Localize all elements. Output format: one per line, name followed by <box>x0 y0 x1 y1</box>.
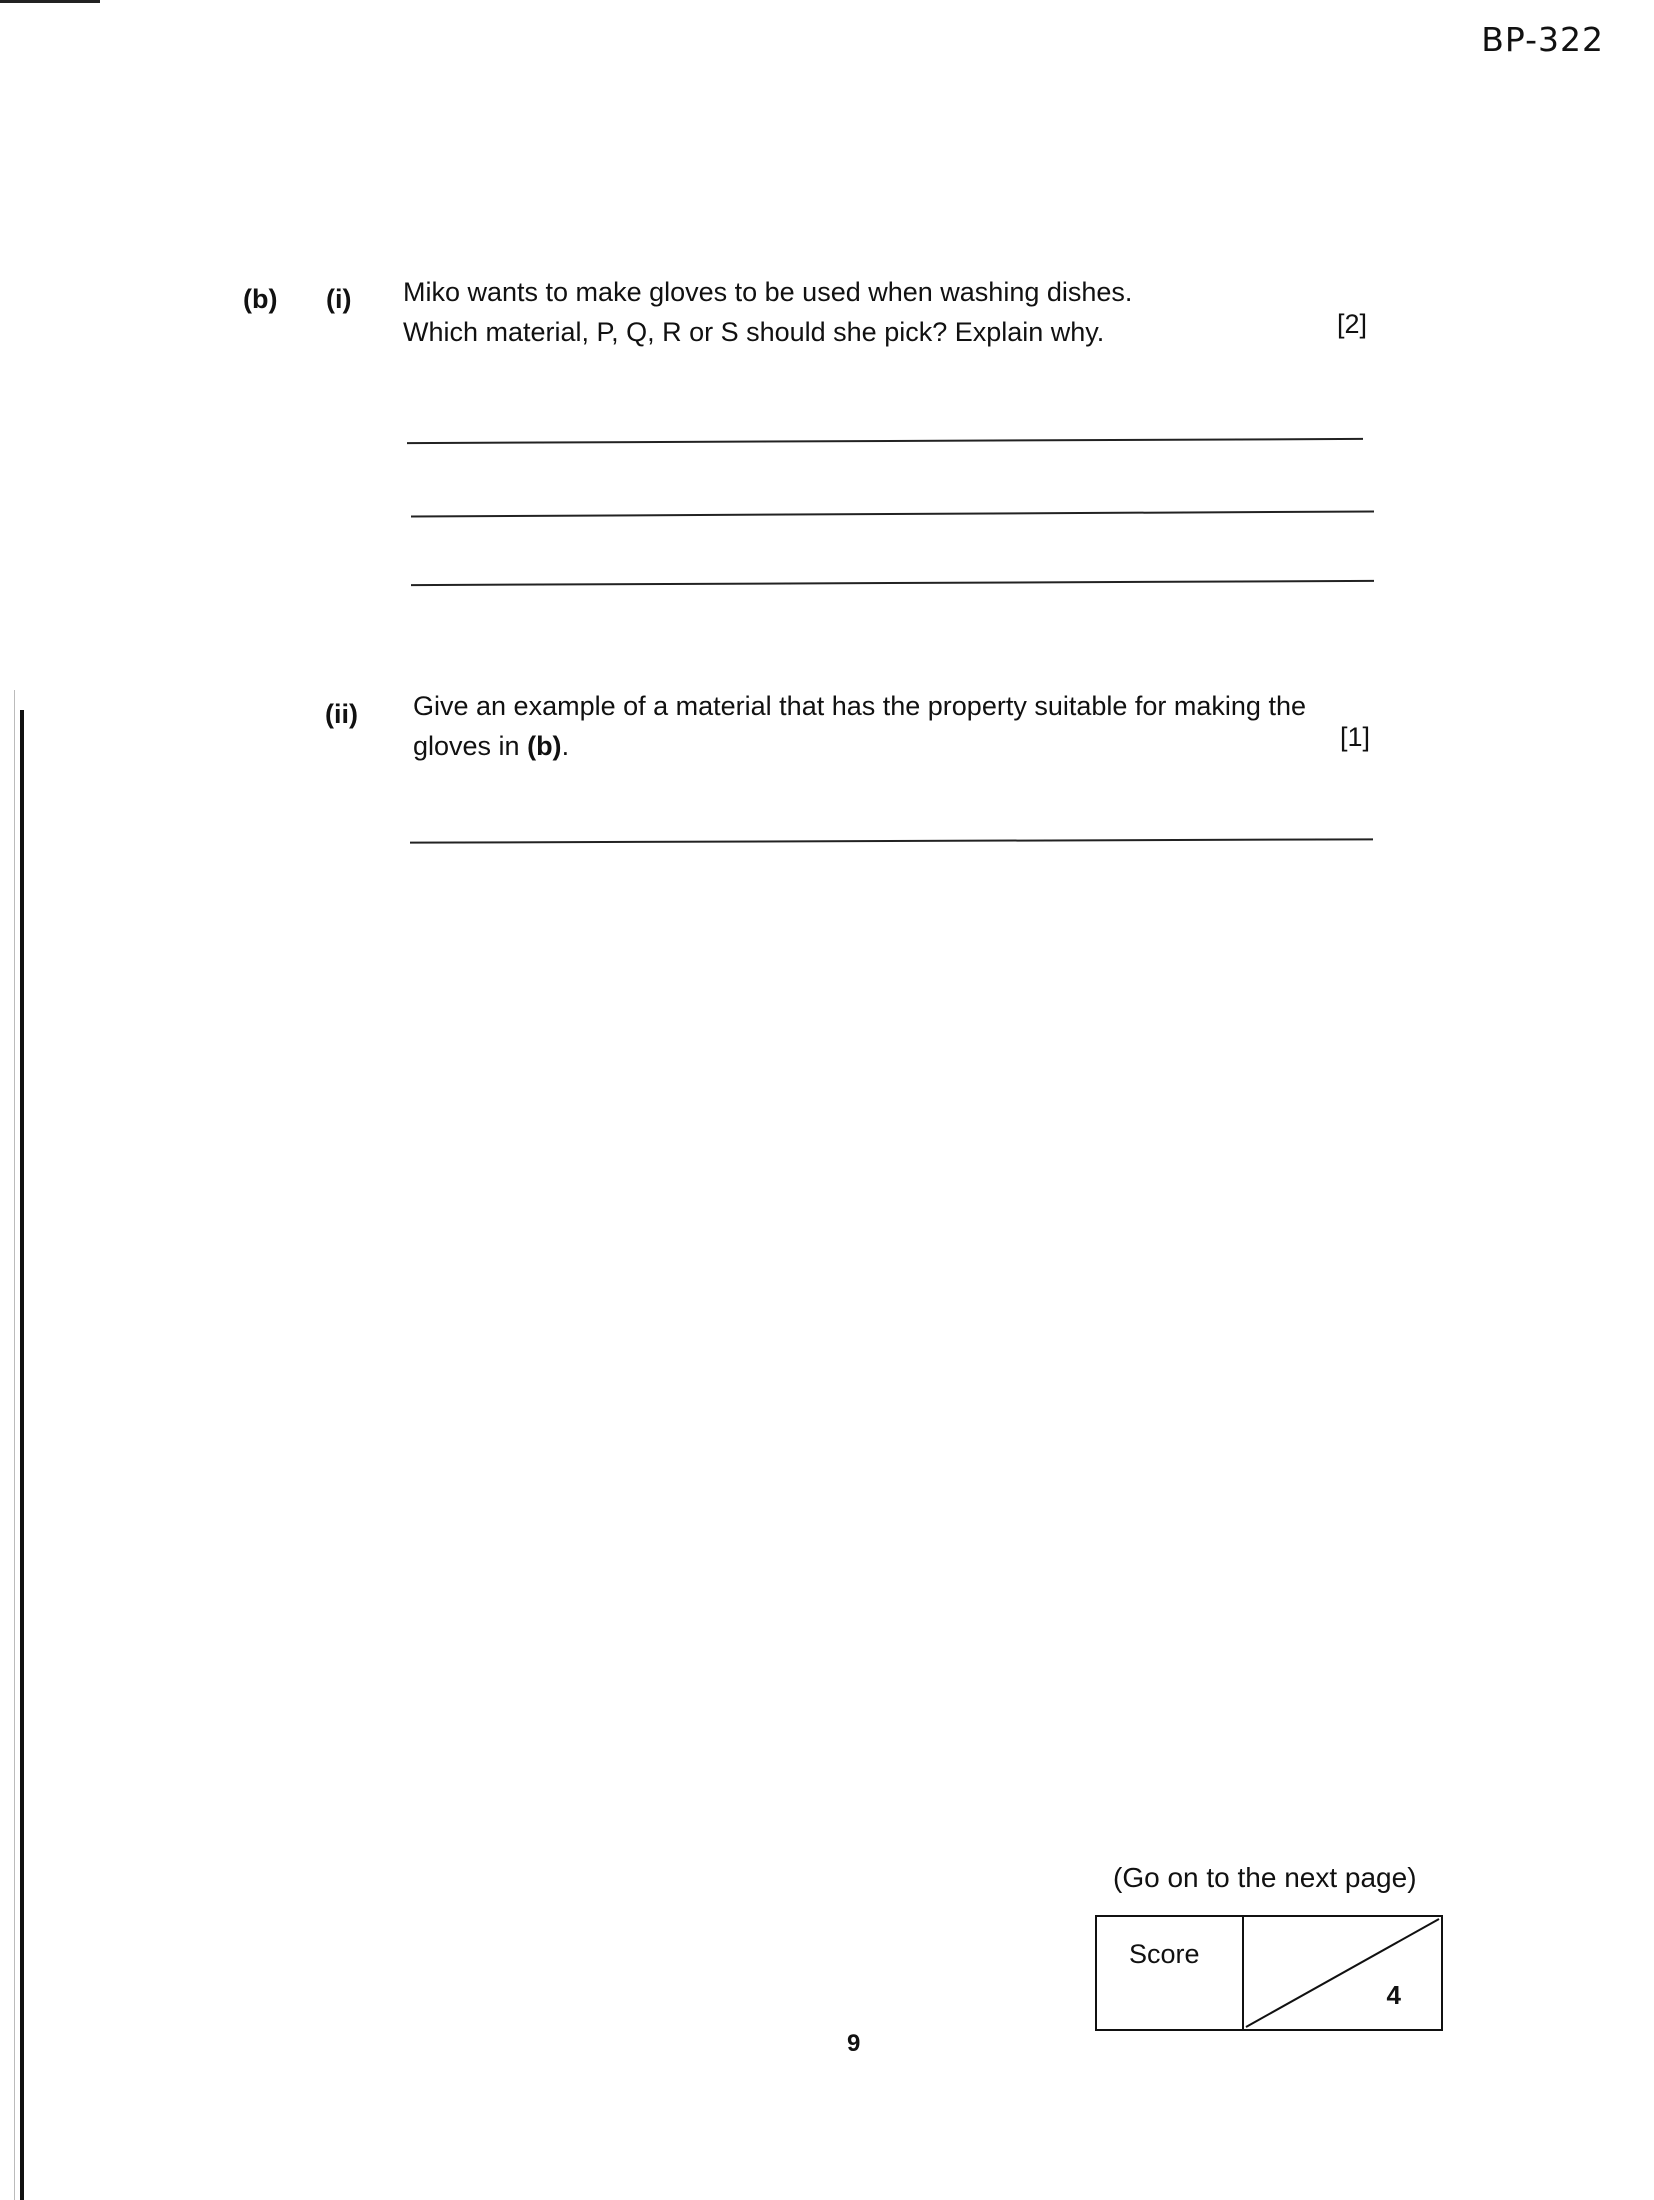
scan-mark <box>0 0 100 3</box>
answer-line-b-i-2[interactable] <box>411 510 1374 517</box>
question-b-i-line1: Miko wants to make gloves to be used when washing dishes. <box>403 277 1133 307</box>
scan-edge-bar <box>20 710 24 2200</box>
go-on-note: (Go on to the next page) <box>1113 1862 1417 1893</box>
question-b-i-text <box>403 272 1132 352</box>
question-b-ii-line2 <box>413 726 1306 766</box>
marks-b-i: [2] <box>1337 309 1368 339</box>
answer-line-b-i-3[interactable] <box>411 580 1374 586</box>
answer-line-b-i-1[interactable] <box>407 438 1363 444</box>
scan-edge-thin <box>14 690 15 2200</box>
score-max: 4 <box>1386 1980 1401 2010</box>
sub-label-ii: (ii) <box>325 699 358 729</box>
paper-code: BP-322 <box>1481 20 1604 59</box>
score-label: Score <box>1129 1939 1200 1969</box>
score-diagonal <box>1244 1917 1441 2029</box>
question-b-ii-ref: (b) <box>527 731 562 761</box>
score-box <box>1095 1915 1443 2031</box>
question-b-i-line2: Which material, P, Q, R or S should she pick? Explain why. <box>403 317 1105 347</box>
part-label-b: (b) <box>243 284 278 314</box>
question-b-ii-line2-suffix: . <box>561 731 570 761</box>
question-b-ii-line1: Give an example of a material that has the property suitable for making the <box>413 691 1306 721</box>
question-b-ii-text <box>413 686 1306 766</box>
page-number: 9 <box>847 2030 861 2057</box>
marks-b-ii: [1] <box>1340 722 1371 752</box>
score-label-cell <box>1097 1917 1244 2029</box>
sub-label-i: (i) <box>326 284 352 314</box>
answer-line-b-ii[interactable] <box>410 838 1373 843</box>
question-b-ii-line2-prefix: gloves in <box>413 731 528 761</box>
